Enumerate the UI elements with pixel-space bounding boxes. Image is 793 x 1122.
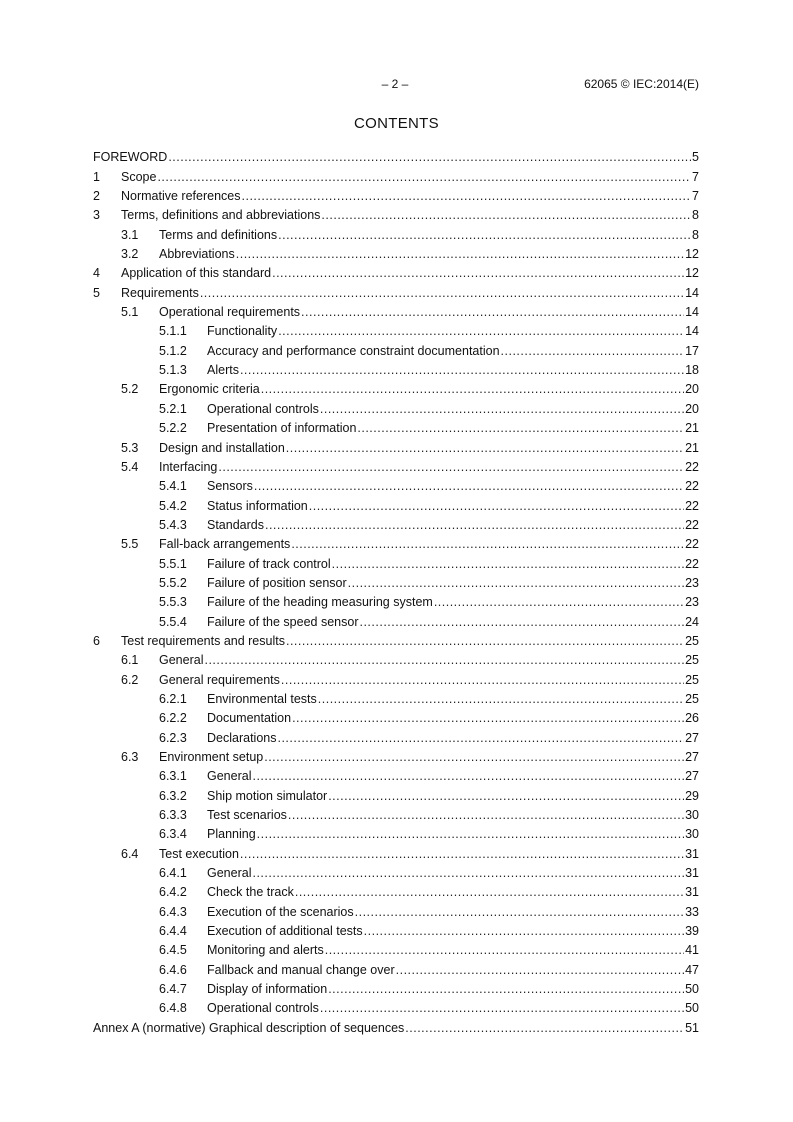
toc-entry-page: 25 [685, 653, 699, 668]
dot-leader [286, 634, 684, 648]
toc-entry-title: Operational controls [207, 401, 319, 416]
toc-entry-page: 14 [685, 324, 699, 339]
toc-entry-number: 6.4.4 [159, 924, 187, 939]
toc-entry-page: 22 [685, 498, 699, 513]
toc-entry-page: 30 [685, 808, 699, 823]
toc-entry-title: General requirements [159, 672, 280, 687]
dot-leader [434, 595, 684, 609]
toc-entry-title: Failure of the heading measuring system [207, 595, 433, 610]
dot-leader [168, 150, 691, 164]
dot-leader [321, 208, 691, 222]
toc-entry-page: 22 [685, 537, 699, 552]
toc-entry-number: 6.3.2 [159, 788, 187, 803]
toc-entry[interactable] [93, 861, 699, 880]
toc-entry-page: 27 [685, 730, 699, 745]
toc-entry-page: 22 [685, 479, 699, 494]
toc-entry[interactable] [93, 416, 699, 435]
toc-entry-title: Accuracy and performance constraint documentation [207, 343, 500, 358]
toc-entry[interactable] [93, 377, 699, 396]
dot-leader [328, 789, 684, 803]
toc-entry[interactable] [93, 513, 699, 532]
dot-leader [355, 905, 684, 919]
toc-entry-title: Application of this standard [121, 266, 272, 281]
toc-entry-page: 22 [685, 517, 699, 532]
toc-entry-number: 6.4.2 [159, 885, 187, 900]
toc-entry-title: Test requirements and results [121, 633, 285, 648]
toc-entry-title: General [207, 769, 252, 784]
toc-entry-number: 5.5.2 [159, 575, 187, 590]
toc-entry[interactable] [93, 358, 699, 377]
toc-entry-page: 31 [685, 885, 699, 900]
toc-entry-title: Operational controls [207, 1001, 319, 1016]
dot-leader [236, 247, 684, 261]
toc-entry-title: Standards [207, 517, 264, 532]
table-of-contents [93, 145, 699, 1035]
toc-entry-title: Abbreviations [159, 247, 235, 262]
toc-entry[interactable] [93, 203, 699, 222]
toc-entry[interactable] [93, 474, 699, 493]
toc-entry-number: 6.2.2 [159, 711, 187, 726]
dot-leader [357, 421, 684, 435]
toc-entry-page: 31 [685, 846, 699, 861]
dot-leader [405, 1021, 684, 1035]
toc-entry-number: 1 [93, 169, 100, 184]
toc-entry[interactable] [93, 435, 699, 454]
dot-leader [242, 189, 692, 203]
toc-entry[interactable] [93, 493, 699, 512]
dot-leader [359, 615, 684, 629]
dot-leader [292, 711, 684, 725]
toc-entry-page: 27 [685, 769, 699, 784]
toc-entry-number: 6 [93, 633, 100, 648]
page-title: CONTENTS [354, 115, 439, 132]
toc-entry-title: Requirements [121, 285, 199, 300]
toc-entry-title: Scope [121, 169, 157, 184]
toc-entry-title: Sensors [207, 479, 253, 494]
toc-entry-title: Environment setup [159, 750, 264, 764]
toc-entry-title: Test scenarios [207, 808, 287, 823]
toc-entry-page: 27 [685, 750, 699, 764]
dot-leader [218, 460, 684, 474]
toc-entry-title: Monitoring and alerts [207, 943, 324, 958]
toc-entry[interactable] [93, 261, 699, 280]
toc-entry-page: 7 [692, 189, 699, 204]
toc-entry[interactable] [93, 338, 699, 357]
toc-entry-title: Terms and definitions [159, 227, 278, 242]
toc-entry-title: Normative references [121, 189, 241, 204]
toc-entry-title: Status information [207, 498, 308, 513]
toc-entry-number: 6.4.3 [159, 904, 187, 919]
toc-entry[interactable] [93, 880, 699, 899]
toc-entry-page: 8 [692, 227, 699, 242]
toc-entry-title: Declarations [207, 730, 277, 745]
toc-entry-page: 14 [685, 285, 699, 300]
toc-entry-page: 22 [685, 459, 699, 474]
toc-entry-page: 14 [685, 305, 699, 320]
toc-entry[interactable] [93, 822, 699, 841]
toc-entry-number: 5.5.3 [159, 595, 187, 610]
toc-entry-page: 47 [685, 962, 699, 977]
toc-entry[interactable] [93, 164, 699, 183]
toc-entry-page: 33 [685, 904, 699, 919]
toc-entry-page: 50 [685, 1001, 699, 1016]
toc-entry-page: 21 [685, 421, 699, 436]
dot-leader [286, 441, 684, 455]
toc-entry-page: 23 [685, 595, 699, 610]
toc-entry-page: 17 [685, 343, 699, 358]
toc-entry-number: 4 [93, 266, 100, 281]
toc-entry-page: 20 [685, 401, 699, 416]
dot-leader [265, 518, 684, 532]
toc-entry-number: 5.2.1 [159, 401, 187, 416]
toc-entry-title: Functionality [207, 324, 278, 339]
toc-entry-title: Display of information [207, 982, 328, 997]
toc-entry[interactable] [93, 300, 699, 319]
toc-entry[interactable] [93, 841, 699, 860]
toc-entry-number: 5.4.2 [159, 498, 187, 513]
dot-leader [348, 576, 684, 590]
toc-entry[interactable] [93, 919, 699, 938]
toc-entry[interactable] [93, 996, 699, 1015]
toc-entry[interactable] [93, 803, 699, 822]
toc-entry-number: 6.4.5 [159, 943, 187, 958]
toc-entry-number: 5.4.3 [159, 517, 187, 532]
dot-leader [501, 344, 685, 358]
toc-entry[interactable] [93, 280, 699, 299]
toc-entry-page: 12 [685, 266, 699, 281]
toc-entry-title: Fall-back arrangements [159, 537, 291, 552]
toc-entry[interactable] [93, 706, 699, 725]
toc-entry-number: 6.2.1 [159, 691, 187, 706]
toc-entry-number: 6.2.3 [159, 730, 187, 745]
toc-entry-number: 5.1 [121, 305, 139, 320]
toc-entry-number: 5.1.1 [159, 324, 187, 339]
toc-entry[interactable] [93, 629, 699, 648]
toc-entry-number: 5.2.2 [159, 421, 187, 436]
toc-entry[interactable] [93, 551, 699, 570]
toc-entry-number: 5.4.1 [159, 479, 187, 494]
toc-entry[interactable] [93, 222, 699, 241]
dot-leader [252, 769, 684, 783]
toc-entry-page: 25 [685, 691, 699, 706]
toc-entry[interactable] [93, 899, 699, 918]
toc-entry-page: 30 [685, 827, 699, 842]
toc-entry-title: Operational requirements [159, 305, 301, 320]
toc-entry[interactable] [93, 764, 699, 783]
toc-entry-title: General [159, 653, 204, 668]
toc-entry-number: 3.2 [121, 247, 139, 262]
toc-entry-title: Planning [207, 827, 256, 842]
toc-entry-title: Interfacing [159, 459, 218, 474]
toc-entry-page: 31 [685, 866, 699, 881]
toc-entry-title: Environmental tests [207, 691, 317, 706]
toc-entry-number: 5.1.3 [159, 363, 187, 378]
toc-entry[interactable] [93, 783, 699, 802]
toc-entry-title: Check the track [207, 885, 294, 900]
dot-leader [264, 750, 684, 764]
toc-entry-title: Presentation of information [207, 421, 357, 436]
toc-entry-title: Execution of additional tests [207, 924, 363, 939]
toc-entry-number: 5.5.4 [159, 614, 187, 629]
toc-entry-title: General [207, 866, 252, 881]
toc-entry-number: 6.4.1 [159, 866, 187, 881]
toc-entry-number: 3 [93, 208, 100, 223]
toc-entry-number: 3.1 [121, 227, 139, 242]
toc-entry[interactable] [93, 455, 699, 474]
dot-leader [261, 382, 684, 396]
toc-entry-number: 5.3 [121, 440, 139, 455]
dot-leader [204, 653, 684, 667]
toc-entry[interactable] [93, 1015, 699, 1034]
dot-leader [396, 963, 684, 977]
dot-leader [278, 324, 684, 338]
dot-leader [328, 982, 684, 996]
toc-entry[interactable] [93, 590, 699, 609]
toc-entry[interactable] [93, 938, 699, 957]
dot-leader [272, 266, 684, 280]
toc-entry-title: Failure of position sensor [207, 575, 347, 590]
dot-leader [277, 731, 684, 745]
toc-entry[interactable] [93, 687, 699, 706]
toc-entry[interactable] [93, 319, 699, 338]
toc-entry-number: 5 [93, 285, 100, 300]
toc-entry-number: 5.5.1 [159, 556, 187, 571]
toc-entry-title: Design and installation [159, 440, 285, 455]
toc-entry-page: 26 [685, 711, 699, 726]
dot-leader [240, 847, 684, 861]
toc-entry[interactable] [93, 532, 699, 551]
toc-entry[interactable] [93, 396, 699, 415]
toc-entry-title: Terms, definitions and abbreviations [121, 208, 321, 223]
toc-entry-number: 6.3.3 [159, 808, 187, 823]
toc-entry[interactable] [93, 957, 699, 976]
toc-entry-title: Execution of the scenarios [207, 904, 354, 919]
toc-entry[interactable] [93, 184, 699, 203]
dot-leader [318, 692, 684, 706]
dot-leader [325, 943, 684, 957]
toc-entry-number: 6.4.6 [159, 962, 187, 977]
toc-entry-number: 6.4.7 [159, 982, 187, 997]
dot-leader [281, 673, 684, 687]
dot-leader [157, 170, 691, 184]
toc-entry-number: 5.4 [121, 459, 139, 474]
toc-entry[interactable] [93, 667, 699, 686]
document-id: 62065 © IEC:2014(E) [584, 77, 699, 91]
dot-leader [332, 557, 684, 571]
toc-entry-page: 7 [692, 169, 699, 184]
dot-leader [320, 1001, 684, 1015]
dot-leader [254, 479, 684, 493]
toc-entry-page: 23 [685, 575, 699, 590]
toc-entry-title: FOREWORD [93, 150, 168, 165]
page-number: – 2 – [381, 77, 409, 91]
toc-entry[interactable] [93, 977, 699, 996]
dot-leader [200, 286, 684, 300]
toc-entry-title: Test execution [159, 846, 239, 861]
toc-entry-page: 41 [685, 943, 699, 958]
dot-leader [240, 363, 684, 377]
toc-entry-number: 5.5 [121, 537, 139, 552]
toc-entry-page: 50 [685, 982, 699, 997]
toc-entry-number: 6.1 [121, 653, 139, 668]
dot-leader [309, 499, 684, 513]
toc-entry[interactable] [93, 242, 699, 261]
toc-entry-title: Annex A (normative) Graphical description of sequences [93, 1020, 405, 1035]
toc-entry[interactable] [93, 571, 699, 590]
toc-entry-page: 25 [685, 672, 699, 687]
toc-entry-title: Alerts [207, 363, 239, 378]
toc-entry-page: 18 [685, 363, 699, 378]
toc-entry-number: 2 [93, 189, 100, 204]
toc-entry-page: 39 [685, 924, 699, 939]
dot-leader [320, 402, 684, 416]
toc-entry-page: 25 [685, 633, 699, 648]
dot-leader [288, 808, 684, 822]
dot-leader [252, 866, 684, 880]
toc-entry-title: Ship motion simulator [207, 788, 328, 803]
toc-entry-page: 51 [685, 1020, 699, 1035]
toc-entry[interactable] [93, 609, 699, 628]
toc-entry-page: 8 [692, 208, 699, 223]
dot-leader [301, 305, 684, 319]
toc-entry-title: Failure of track control [207, 556, 331, 571]
dot-leader [291, 537, 684, 551]
dot-leader [364, 924, 684, 938]
toc-entry-page: 21 [685, 440, 699, 455]
toc-entry-title: Documentation [207, 711, 292, 726]
toc-entry-number: 6.4.8 [159, 1001, 187, 1016]
toc-entry-number: 6.3 [121, 750, 139, 764]
toc-entry-title: Failure of the speed sensor [207, 614, 359, 629]
toc-entry-page: 12 [685, 247, 699, 262]
dot-leader [278, 228, 691, 242]
toc-entry-number: 6.3.4 [159, 827, 187, 842]
toc-entry-title: Ergonomic criteria [159, 382, 260, 397]
toc-entry[interactable] [93, 725, 699, 744]
toc-entry[interactable] [93, 745, 699, 764]
toc-entry-page: 22 [685, 556, 699, 571]
toc-entry-page: 24 [685, 614, 699, 629]
toc-entry[interactable] [93, 145, 699, 164]
dot-leader [295, 885, 684, 899]
toc-entry-number: 5.2 [121, 382, 139, 397]
toc-entry-number: 6.2 [121, 672, 139, 687]
toc-entry-page: 5 [692, 150, 699, 165]
toc-entry-page: 29 [685, 788, 699, 803]
toc-entry-number: 6.4 [121, 846, 139, 861]
toc-entry-page: 20 [685, 382, 699, 397]
toc-entry-title: Fallback and manual change over [207, 962, 395, 977]
toc-entry-number: 5.1.2 [159, 343, 187, 358]
toc-entry[interactable] [93, 648, 699, 667]
dot-leader [257, 827, 684, 841]
toc-entry-number: 6.3.1 [159, 769, 187, 784]
